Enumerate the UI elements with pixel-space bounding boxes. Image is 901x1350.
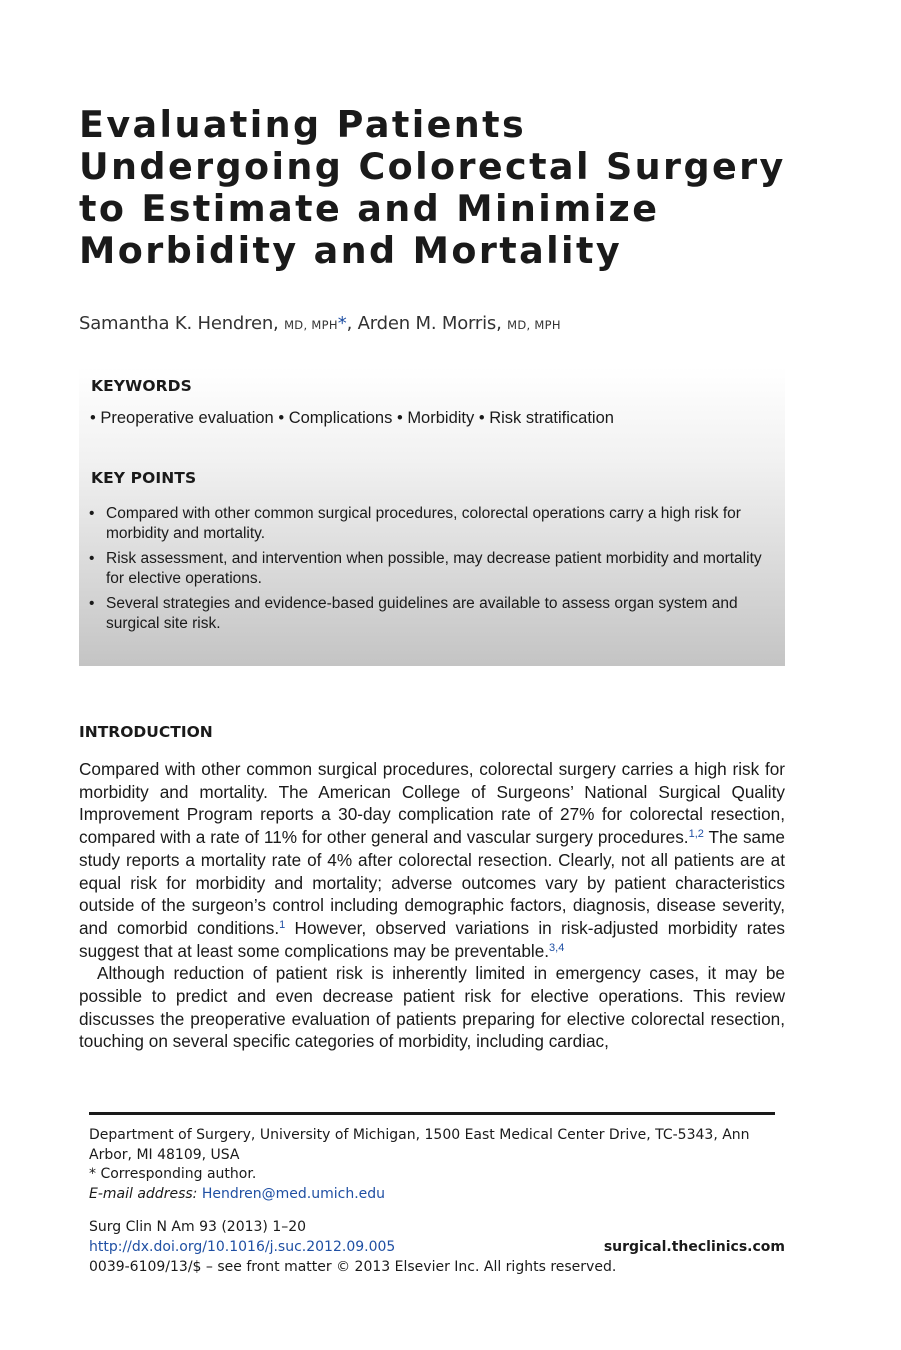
introduction-heading: INTRODUCTION <box>79 723 213 741</box>
email-label: E-mail address: <box>89 1185 198 1202</box>
author-separator: , <box>346 313 353 334</box>
keyword: Complications <box>288 409 393 427</box>
author-name: Samantha K. Hendren, <box>79 313 279 334</box>
author-line <box>79 313 561 334</box>
footnotes <box>89 1126 779 1204</box>
paragraph-text: Compared with other common surgical procedures, colorectal surgery carries a high risk for morbidity and mortality. The American College of Surgeons’ National Surgical Quality Improvement Program reports a 30-day complication rate of 27% for colorectal resection, compared with a rate of 11% for other general and vascular surgery procedures. <box>79 759 785 848</box>
key-point-item <box>89 594 779 633</box>
publication-info <box>89 1217 785 1277</box>
key-point-item <box>89 504 779 543</box>
reference-link[interactable]: 1 <box>279 918 286 931</box>
keyword-bullet: • <box>478 409 485 427</box>
key-point-text: Compared with other common surgical procedures, colorectal operations carry a high risk for morbidity and mortality. <box>106 505 741 542</box>
citation: Surg Clin N Am 93 (2013) 1–20 <box>89 1219 307 1235</box>
bullet: • <box>89 505 95 522</box>
key-point-text: Risk assessment, and intervention when possible, may decrease patient morbidity and mortality for elective operations. <box>106 550 762 587</box>
abstract-box <box>79 367 785 666</box>
keyword: Risk stratification <box>489 409 614 427</box>
keyword: Morbidity <box>407 409 475 427</box>
corresponding-marker[interactable]: * <box>337 313 347 334</box>
footnote-divider <box>89 1112 775 1115</box>
paragraph-text: The same study reports a mortality rate of 4% after colorectal resection. Clearly, not all patients are at equal risk for morbidity and mortality; adverse outcomes vary by patient characteristics outside of the surgeon’s control including demographic factors, diagnosis, disease severity, and comorbid conditions. <box>79 827 785 938</box>
key-points-heading: KEY POINTS <box>91 469 197 487</box>
keywords-heading: KEYWORDS <box>91 377 192 395</box>
paragraph <box>79 758 785 962</box>
copyright: 0039-6109/13/$ – see front matter © 2013 Elsevier Inc. All rights reserved. <box>89 1259 617 1275</box>
reference-link[interactable]: 1,2 <box>688 828 704 841</box>
email-link[interactable]: Hendren@med.umich.edu <box>201 1185 386 1202</box>
doi-row <box>89 1237 785 1257</box>
article-title: Evaluating Patients Undergoing Colorectal Surgery to Estimate and Minimize Morbidity and Mortality <box>79 103 786 272</box>
keyword-bullet: • <box>278 409 285 427</box>
author-name: Arden M. Morris, <box>357 313 502 334</box>
keyword: Preoperative evaluation <box>100 409 274 427</box>
keywords-list <box>90 409 614 428</box>
key-point-item <box>89 549 779 588</box>
author-degree: MD, MPH <box>284 318 338 332</box>
keyword-bullet: • <box>396 409 403 427</box>
journal-site[interactable]: surgical.theclinics.com <box>603 1239 785 1255</box>
affiliation: Department of Surgery, University of Michigan, 1500 East Medical Center Drive, TC-5343, Ann Arbor, MI 48109, USA <box>89 1127 750 1163</box>
paragraph-text: However, observed variations in risk-adjusted morbidity rates suggest that at least some complications may be preventable. <box>79 917 785 961</box>
bullet: • <box>89 595 95 612</box>
key-points-list <box>89 504 779 639</box>
doi-link[interactable]: http://dx.doi.org/10.1016/j.suc.2012.09.005 <box>89 1239 396 1255</box>
corresponding-author: * Corresponding author. <box>89 1166 257 1182</box>
key-point-text: Several strategies and evidence-based guidelines are available to assess organ system and surgical site risk. <box>106 595 738 632</box>
reference-link[interactable]: 3,4 <box>549 941 565 954</box>
paragraph: Although reduction of patient risk is inherently limited in emergency cases, it may be possible to predict and even decrease patient risk for elective operations. This review discusses the preoperative evaluation of patients preparing for elective colorectal resection, touching on several specific categories of morbidity, including cardiac, <box>79 963 785 1052</box>
keyword-bullet: • <box>90 409 96 427</box>
email-line <box>89 1185 779 1205</box>
introduction-body <box>79 758 785 1053</box>
bullet: • <box>89 550 95 567</box>
author-degree: MD, MPH <box>507 318 561 332</box>
